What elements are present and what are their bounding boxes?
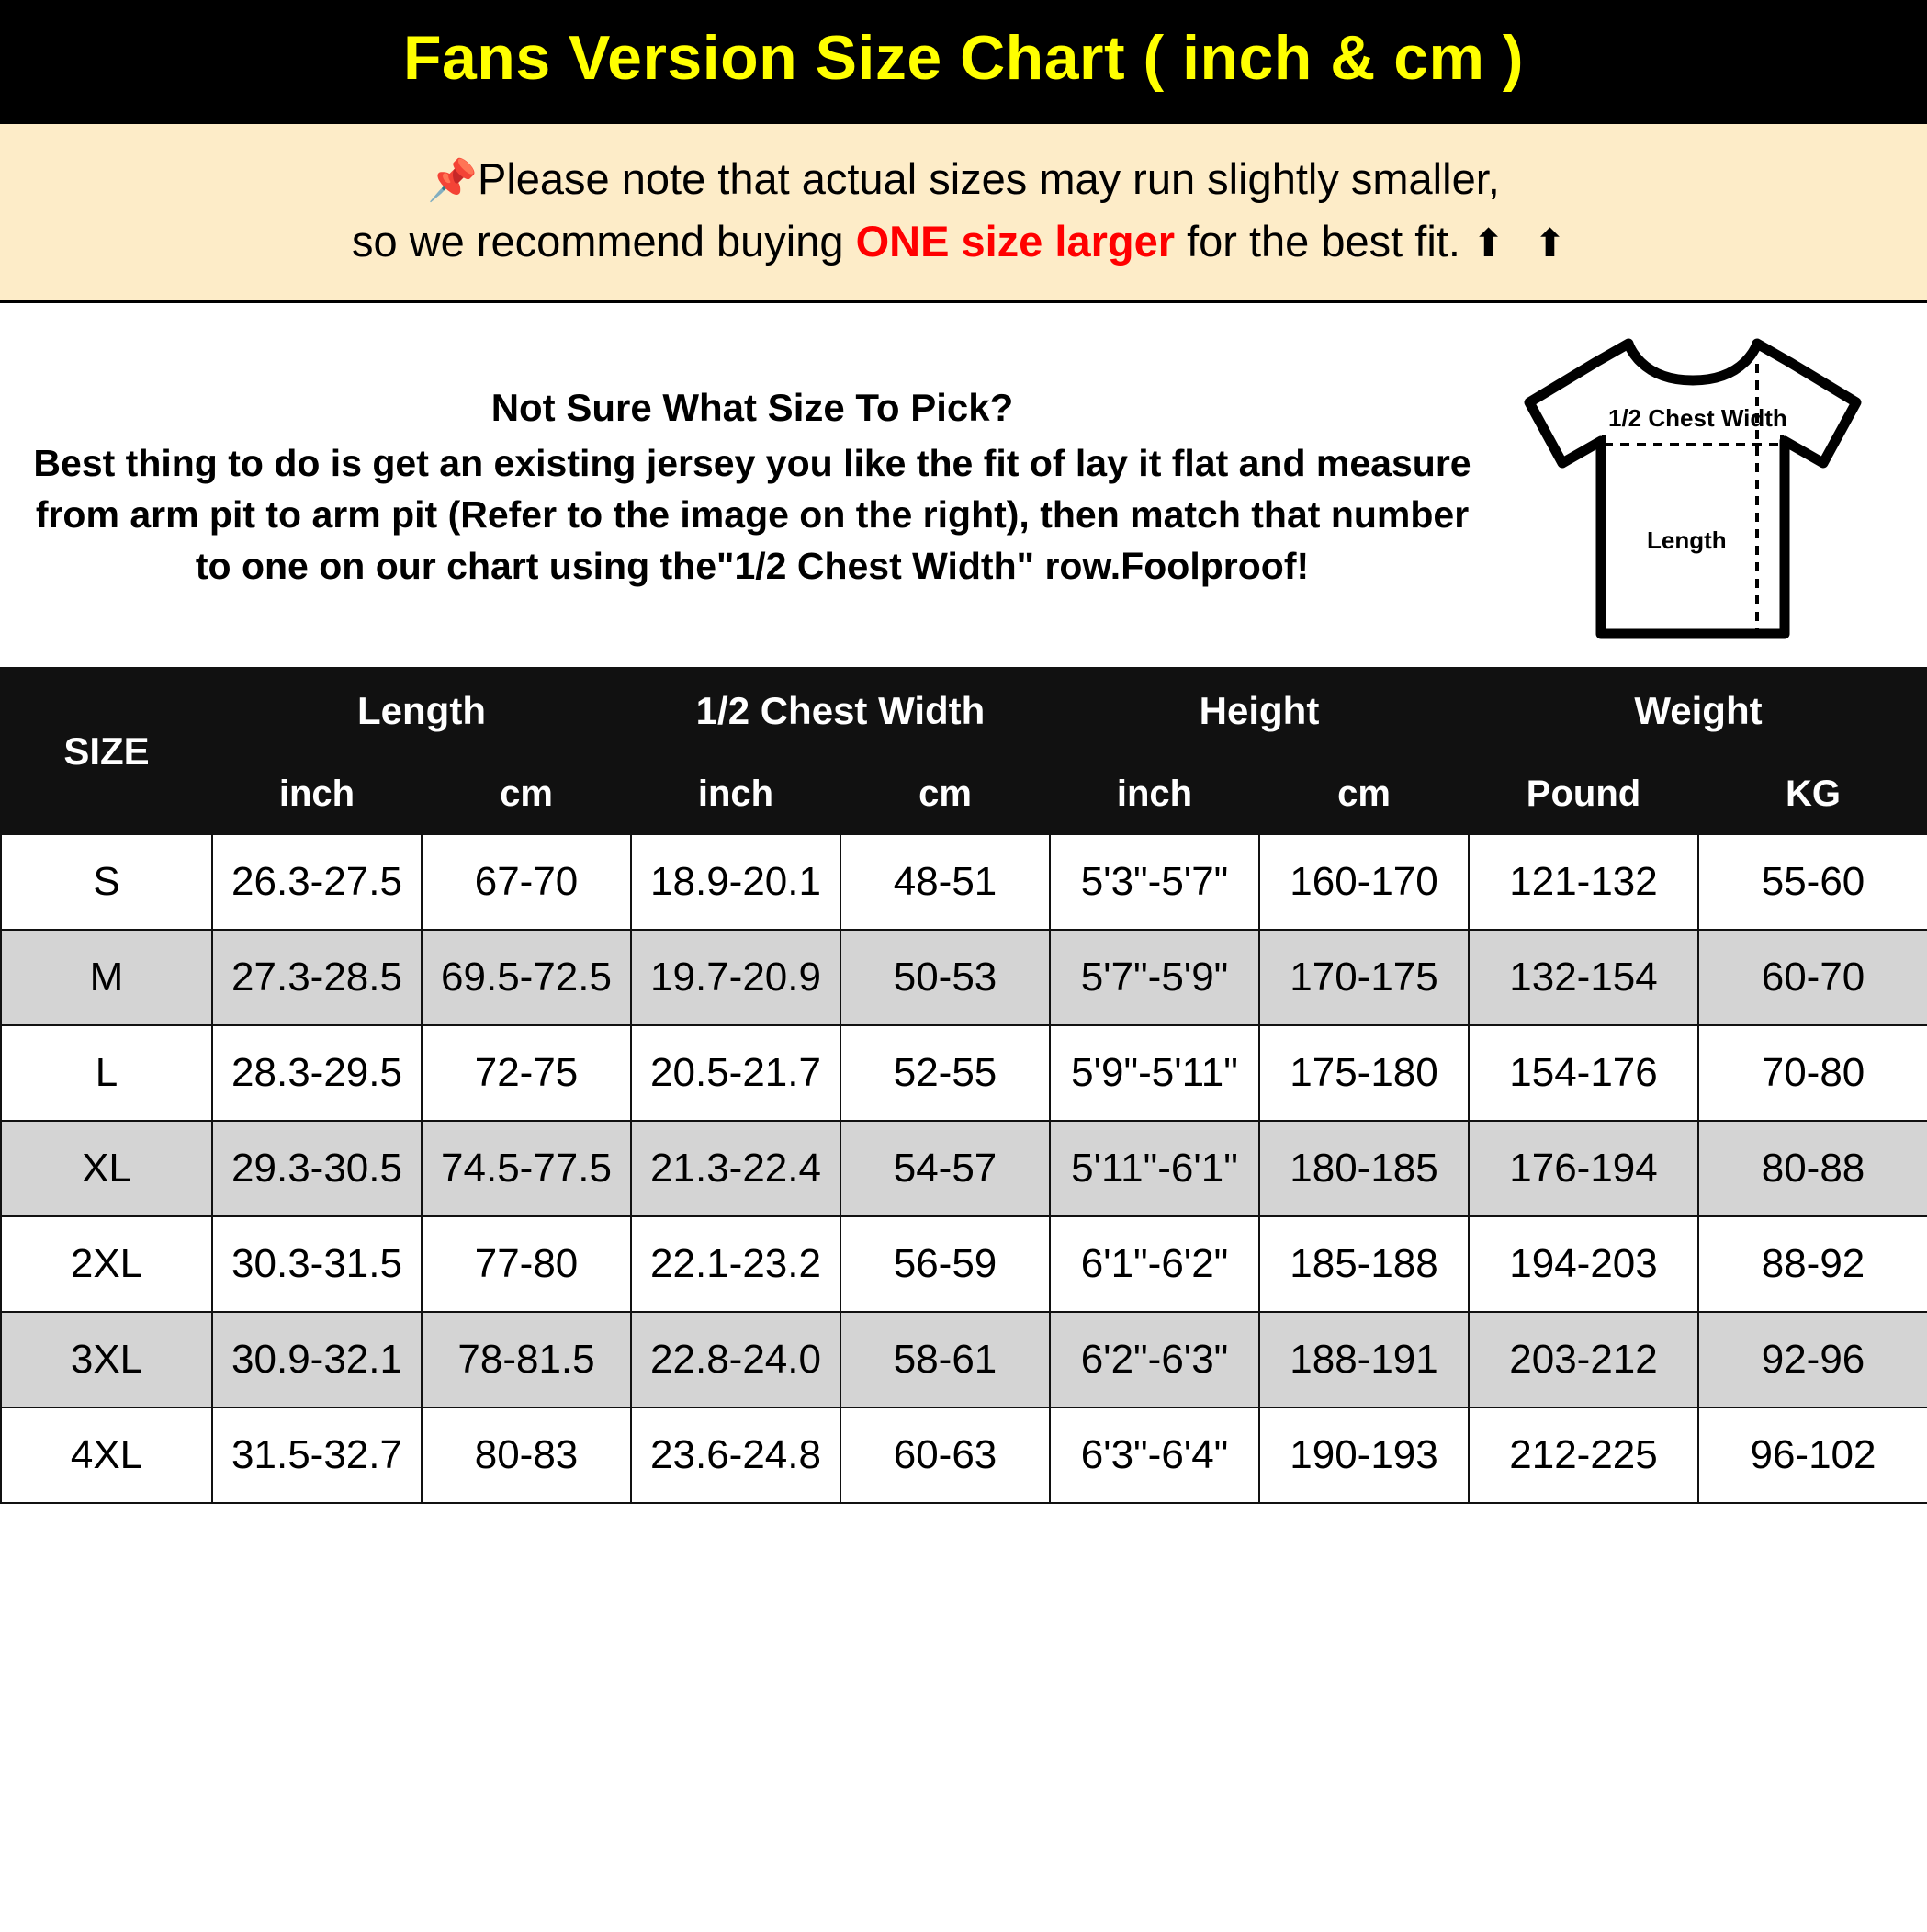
cell-height-inch: 6'2"-6'3" bbox=[1050, 1312, 1259, 1407]
cell-size: 4XL bbox=[1, 1407, 212, 1503]
cell-height-inch: 5'9"-5'11" bbox=[1050, 1025, 1259, 1121]
length-label: Length bbox=[1647, 526, 1727, 555]
cell-length-cm: 67-70 bbox=[422, 834, 631, 930]
cell-weight-pound: 194-203 bbox=[1469, 1216, 1698, 1312]
cell-weight-kg: 55-60 bbox=[1698, 834, 1927, 930]
cell-chest-inch: 21.3-22.4 bbox=[631, 1121, 840, 1216]
table-row bbox=[1, 1121, 1927, 1216]
cell-chest-inch: 22.8-24.0 bbox=[631, 1312, 840, 1407]
header-group-chest-width: 1/2 Chest Width bbox=[631, 668, 1050, 754]
cell-length-inch: 26.3-27.5 bbox=[212, 834, 422, 930]
cell-height-inch: 5'11"-6'1" bbox=[1050, 1121, 1259, 1216]
tshirt-icon bbox=[1509, 323, 1876, 654]
cell-weight-kg: 88-92 bbox=[1698, 1216, 1927, 1312]
cell-height-cm: 190-193 bbox=[1259, 1407, 1469, 1503]
tshirt-diagram bbox=[1495, 323, 1927, 654]
header-unit-length-cm: cm bbox=[422, 754, 631, 834]
header-unit-height-inch: inch bbox=[1050, 754, 1259, 834]
cell-height-inch: 5'7"-5'9" bbox=[1050, 930, 1259, 1025]
cell-length-inch: 28.3-29.5 bbox=[212, 1025, 422, 1121]
cell-height-cm: 160-170 bbox=[1259, 834, 1469, 930]
note-line-1-text: Please note that actual sizes may run slightly smaller, bbox=[477, 153, 1500, 203]
table-row bbox=[1, 930, 1927, 1025]
cell-weight-kg: 70-80 bbox=[1698, 1025, 1927, 1121]
cell-weight-pound: 203-212 bbox=[1469, 1312, 1698, 1407]
cell-chest-cm: 50-53 bbox=[840, 930, 1050, 1025]
header-group-length: Length bbox=[212, 668, 631, 754]
cell-height-cm: 188-191 bbox=[1259, 1312, 1469, 1407]
pushpin-icon: 📌 bbox=[427, 157, 478, 203]
cell-size: L bbox=[1, 1025, 212, 1121]
help-text-block bbox=[0, 386, 1495, 592]
cell-weight-pound: 132-154 bbox=[1469, 930, 1698, 1025]
cell-height-inch: 6'1"-6'2" bbox=[1050, 1216, 1259, 1312]
cell-size: M bbox=[1, 930, 212, 1025]
header-group-weight: Weight bbox=[1469, 668, 1927, 754]
note-line-2-prefix: so we recommend buying bbox=[351, 216, 856, 266]
cell-size: 2XL bbox=[1, 1216, 212, 1312]
cell-weight-kg: 60-70 bbox=[1698, 930, 1927, 1025]
cell-length-inch: 30.9-32.1 bbox=[212, 1312, 422, 1407]
header-unit-height-cm: cm bbox=[1259, 754, 1469, 834]
cell-weight-kg: 80-88 bbox=[1698, 1121, 1927, 1216]
header-group-height: Height bbox=[1050, 668, 1469, 754]
cell-length-cm: 69.5-72.5 bbox=[422, 930, 631, 1025]
table-row bbox=[1, 1312, 1927, 1407]
help-heading: Not Sure What Size To Pick? bbox=[490, 385, 1014, 429]
note-line-1 bbox=[18, 148, 1909, 210]
cell-size: XL bbox=[1, 1121, 212, 1216]
header-unit-weight-pound: Pound bbox=[1469, 754, 1698, 834]
cell-height-cm: 180-185 bbox=[1259, 1121, 1469, 1216]
table-row bbox=[1, 1025, 1927, 1121]
cell-chest-cm: 52-55 bbox=[840, 1025, 1050, 1121]
page-title: Fans Version Size Chart ( inch & cm ) bbox=[402, 23, 1525, 93]
cell-weight-pound: 121-132 bbox=[1469, 834, 1698, 930]
cell-height-inch: 6'3"-6'4" bbox=[1050, 1407, 1259, 1503]
cell-length-cm: 72-75 bbox=[422, 1025, 631, 1121]
title-bar bbox=[0, 0, 1927, 124]
table-row bbox=[1, 1407, 1927, 1503]
note-highlight: ONE size larger bbox=[855, 216, 1176, 266]
cell-length-cm: 80-83 bbox=[422, 1407, 631, 1503]
cell-weight-kg: 92-96 bbox=[1698, 1312, 1927, 1407]
cell-chest-inch: 20.5-21.7 bbox=[631, 1025, 840, 1121]
cell-length-inch: 29.3-30.5 bbox=[212, 1121, 422, 1216]
cell-chest-inch: 19.7-20.9 bbox=[631, 930, 840, 1025]
cell-length-cm: 77-80 bbox=[422, 1216, 631, 1312]
cell-weight-kg: 96-102 bbox=[1698, 1407, 1927, 1503]
unit-header-row bbox=[1, 754, 1927, 834]
cell-length-inch: 31.5-32.7 bbox=[212, 1407, 422, 1503]
header-unit-weight-kg: KG bbox=[1698, 754, 1927, 834]
table-row bbox=[1, 834, 1927, 930]
header-unit-length-inch: inch bbox=[212, 754, 422, 834]
cell-chest-cm: 60-63 bbox=[840, 1407, 1050, 1503]
help-body: Best thing to do is get an existing jersey you like the fit of lay it flat and measure from arm pit to arm pit (Refer to the image on the right), then match that number to one on our chart using the"1/2 Chest Width" row.Foolproof! bbox=[33, 441, 1471, 588]
help-section bbox=[0, 303, 1927, 667]
cell-chest-cm: 58-61 bbox=[840, 1312, 1050, 1407]
cell-length-cm: 74.5-77.5 bbox=[422, 1121, 631, 1216]
cell-weight-pound: 154-176 bbox=[1469, 1025, 1698, 1121]
table-row bbox=[1, 1216, 1927, 1312]
note-band bbox=[0, 124, 1927, 303]
note-line-2-suffix: for the best fit. bbox=[1175, 216, 1472, 266]
cell-weight-pound: 176-194 bbox=[1469, 1121, 1698, 1216]
cell-length-inch: 30.3-31.5 bbox=[212, 1216, 422, 1312]
cell-chest-inch: 22.1-23.2 bbox=[631, 1216, 840, 1312]
up-arrows-icon: ⬆ ⬆ bbox=[1471, 220, 1576, 265]
note-line-2 bbox=[18, 210, 1909, 273]
cell-height-cm: 185-188 bbox=[1259, 1216, 1469, 1312]
size-table bbox=[0, 667, 1927, 1504]
cell-size: S bbox=[1, 834, 212, 930]
header-unit-chest-cm: cm bbox=[840, 754, 1050, 834]
chest-width-label: 1/2 Chest Width bbox=[1608, 404, 1787, 433]
cell-weight-pound: 212-225 bbox=[1469, 1407, 1698, 1503]
cell-chest-inch: 23.6-24.8 bbox=[631, 1407, 840, 1503]
cell-length-inch: 27.3-28.5 bbox=[212, 930, 422, 1025]
cell-chest-cm: 48-51 bbox=[840, 834, 1050, 930]
cell-height-cm: 175-180 bbox=[1259, 1025, 1469, 1121]
cell-chest-inch: 18.9-20.1 bbox=[631, 834, 840, 930]
cell-height-cm: 170-175 bbox=[1259, 930, 1469, 1025]
cell-length-cm: 78-81.5 bbox=[422, 1312, 631, 1407]
header-unit-chest-inch: inch bbox=[631, 754, 840, 834]
cell-chest-cm: 56-59 bbox=[840, 1216, 1050, 1312]
cell-height-inch: 5'3"-5'7" bbox=[1050, 834, 1259, 930]
group-header-row bbox=[1, 668, 1927, 754]
cell-chest-cm: 54-57 bbox=[840, 1121, 1050, 1216]
header-size: SIZE bbox=[1, 668, 212, 834]
table-body bbox=[1, 834, 1927, 1503]
table-head bbox=[1, 668, 1927, 834]
cell-size: 3XL bbox=[1, 1312, 212, 1407]
